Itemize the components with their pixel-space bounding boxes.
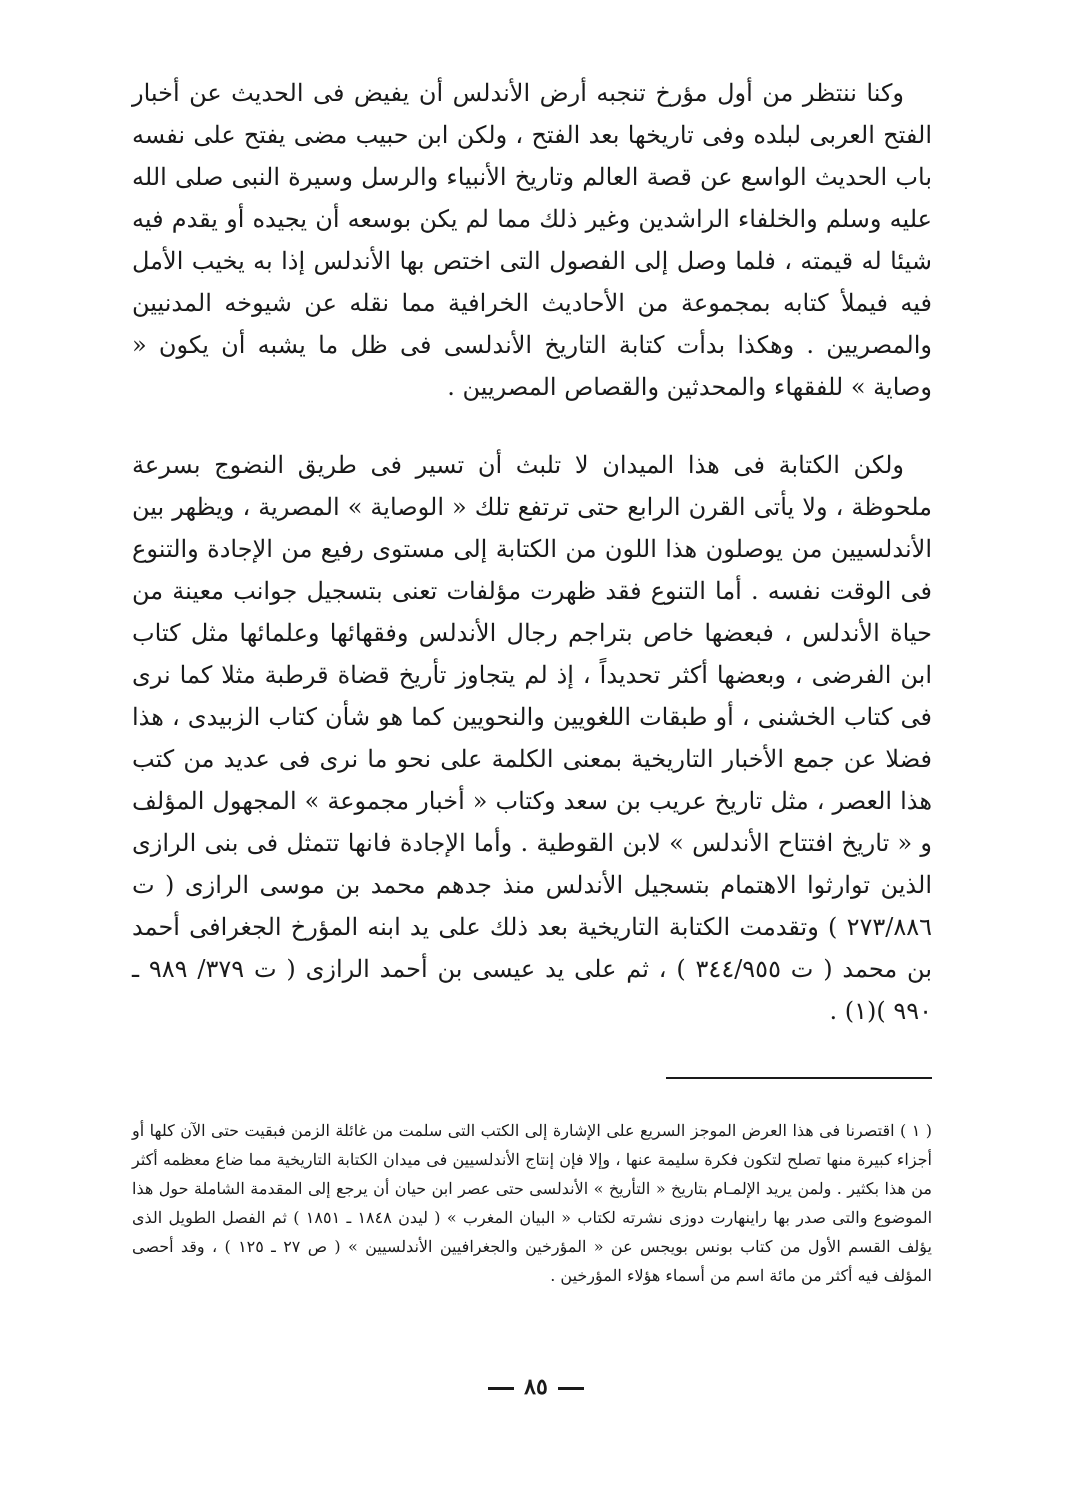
footnote: ( ١ ) اقتصرنا فى هذا العرض الموجز السريع على الإشارة إلى الكتب التى سلمت من غائلة الزمن فبقيت حتى الآن كلها أو أجزاء كبيرة منها تصلح لتكون فكرة سليمة عنها ، وإلا فإن إنتاج الأندلسيين فى ميدان الكتابة التاريخية مما ضاع معظمه أكثر من هذا بكثير . ولمن يريد الإلمـام بتاريخ « التأريخ » الأندلسى حتى عصر ابن حيان أن يرجع إلى المقدمة الشاملة حول هذا الموضوع والتى صدر بها راينهارت دوزى نشرته لكتاب « البيان المغرب » ( ليدن ١٨٤٨ ـ ١٨٥١ ) ثم الفصل الطويل الذى يؤلف القسم الأول من كتاب بونس بويجس عن « المؤرخين والجغرافيين الأندلسيين » ( ص ٢٧ ـ ١٢٥ ) ، وقد أحصى المؤلف فيه أكثر من مائة اسم من أسماء هؤلاء المؤرخين .: [132, 1121, 933, 1285]
page-number: [0, 1374, 1072, 1400]
dash-left: [558, 1387, 584, 1390]
body-paragraph-2: ولكن الكتابة فى هذا الميدان لا تلبث أن تسير فى طريق النضوج بسرعة ملحوظة ، ولا يأتى القرن الرابع حتى ترتفع تلك « الوصاية » المصرية ، ويظهر بين الأندلسيين من يوصلون هذا اللون من الكتابة إلى مستوى رفيع من الإجادة والتنوع فى الوقت نفسه . أما التنوع فقد ظهرت مؤلفات تعنى بتسجيل جوانب معينة من حياة الأندلس ، فبعضها خاص بتراجم رجال الأندلس وفقهائها وعلمائها مثل كتاب ابن الفرضى ، وبعضها أكثر تحديداً ، إذ لم يتجاوز تأريخ قضاة قرطبة مثلا كما نرى فى كتاب الخشنى ، أو طبقات اللغويين والنحويين كما هو شأن كتاب الزبيدى ، هذا فضلا عن جمع الأخبار التاريخية بمعنى الكلمة على نحو ما نرى فى عديد من كتب هذا العصر ، مثل تاريخ عريب بن سعد وكتاب « أخبار مجموعة » المجهول المؤلف و « تاريخ افتتاح الأندلس » لابن القوطية . وأما الإجادة فانها تتمثل فى بنى الرازى الذين توارثوا الاهتمام بتسجيل الأندلس منذ جدهم محمد بن موسى الرازى ( ت ٢٧٣/٨٨٦ ) وتقدمت الكتابة التاريخية بعد ذلك على يد ابنه المؤرخ الجغرافى أحمد بن محمد ( ت ٣٤٤/٩٥٥ ) ، ثم على يد عيسى بن أحمد الرازى ( ت ٣٧٩/ ٩٨٩ ـ ٩٩٠ )(١) .: [132, 451, 933, 1025]
dash-right: [488, 1387, 514, 1390]
body-paragraph-1: وكنا ننتظر من أول مؤرخ تنجبه أرض الأندلس أن يفيض فى الحديث عن أخبار الفتح العربى لبلده وفى تاريخها بعد الفتح ، ولكن ابن حبيب مضى يفتح على نفسه باب الحديث الواسع عن قصة العالم وتاريخ الأنبياء والرسل وسيرة النبى صلى الله عليه وسلم والخلفاء الراشدين وغير ذلك مما لم يكن بوسعه أن يجيده أو يقدم فيه شيئا له قيمته ، فلما وصل إلى الفصول التى اختص بها الأندلس إذا به يخيب الأمل فيه فيملأ كتابه بمجموعة من الأحاديث الخرافية مما نقله عن شيوخه المدنيين والمصريين . وهكذا بدأت كتابة التاريخ الأندلسى فى ظل ما يشبه أن يكون « وصاية » للفقهاء والمحدثين والقصاص المصريين .: [132, 79, 932, 401]
main-text: [132, 72, 932, 1032]
page-number-text: ٨٥: [524, 1374, 548, 1400]
footnote-separator: [666, 1077, 932, 1079]
